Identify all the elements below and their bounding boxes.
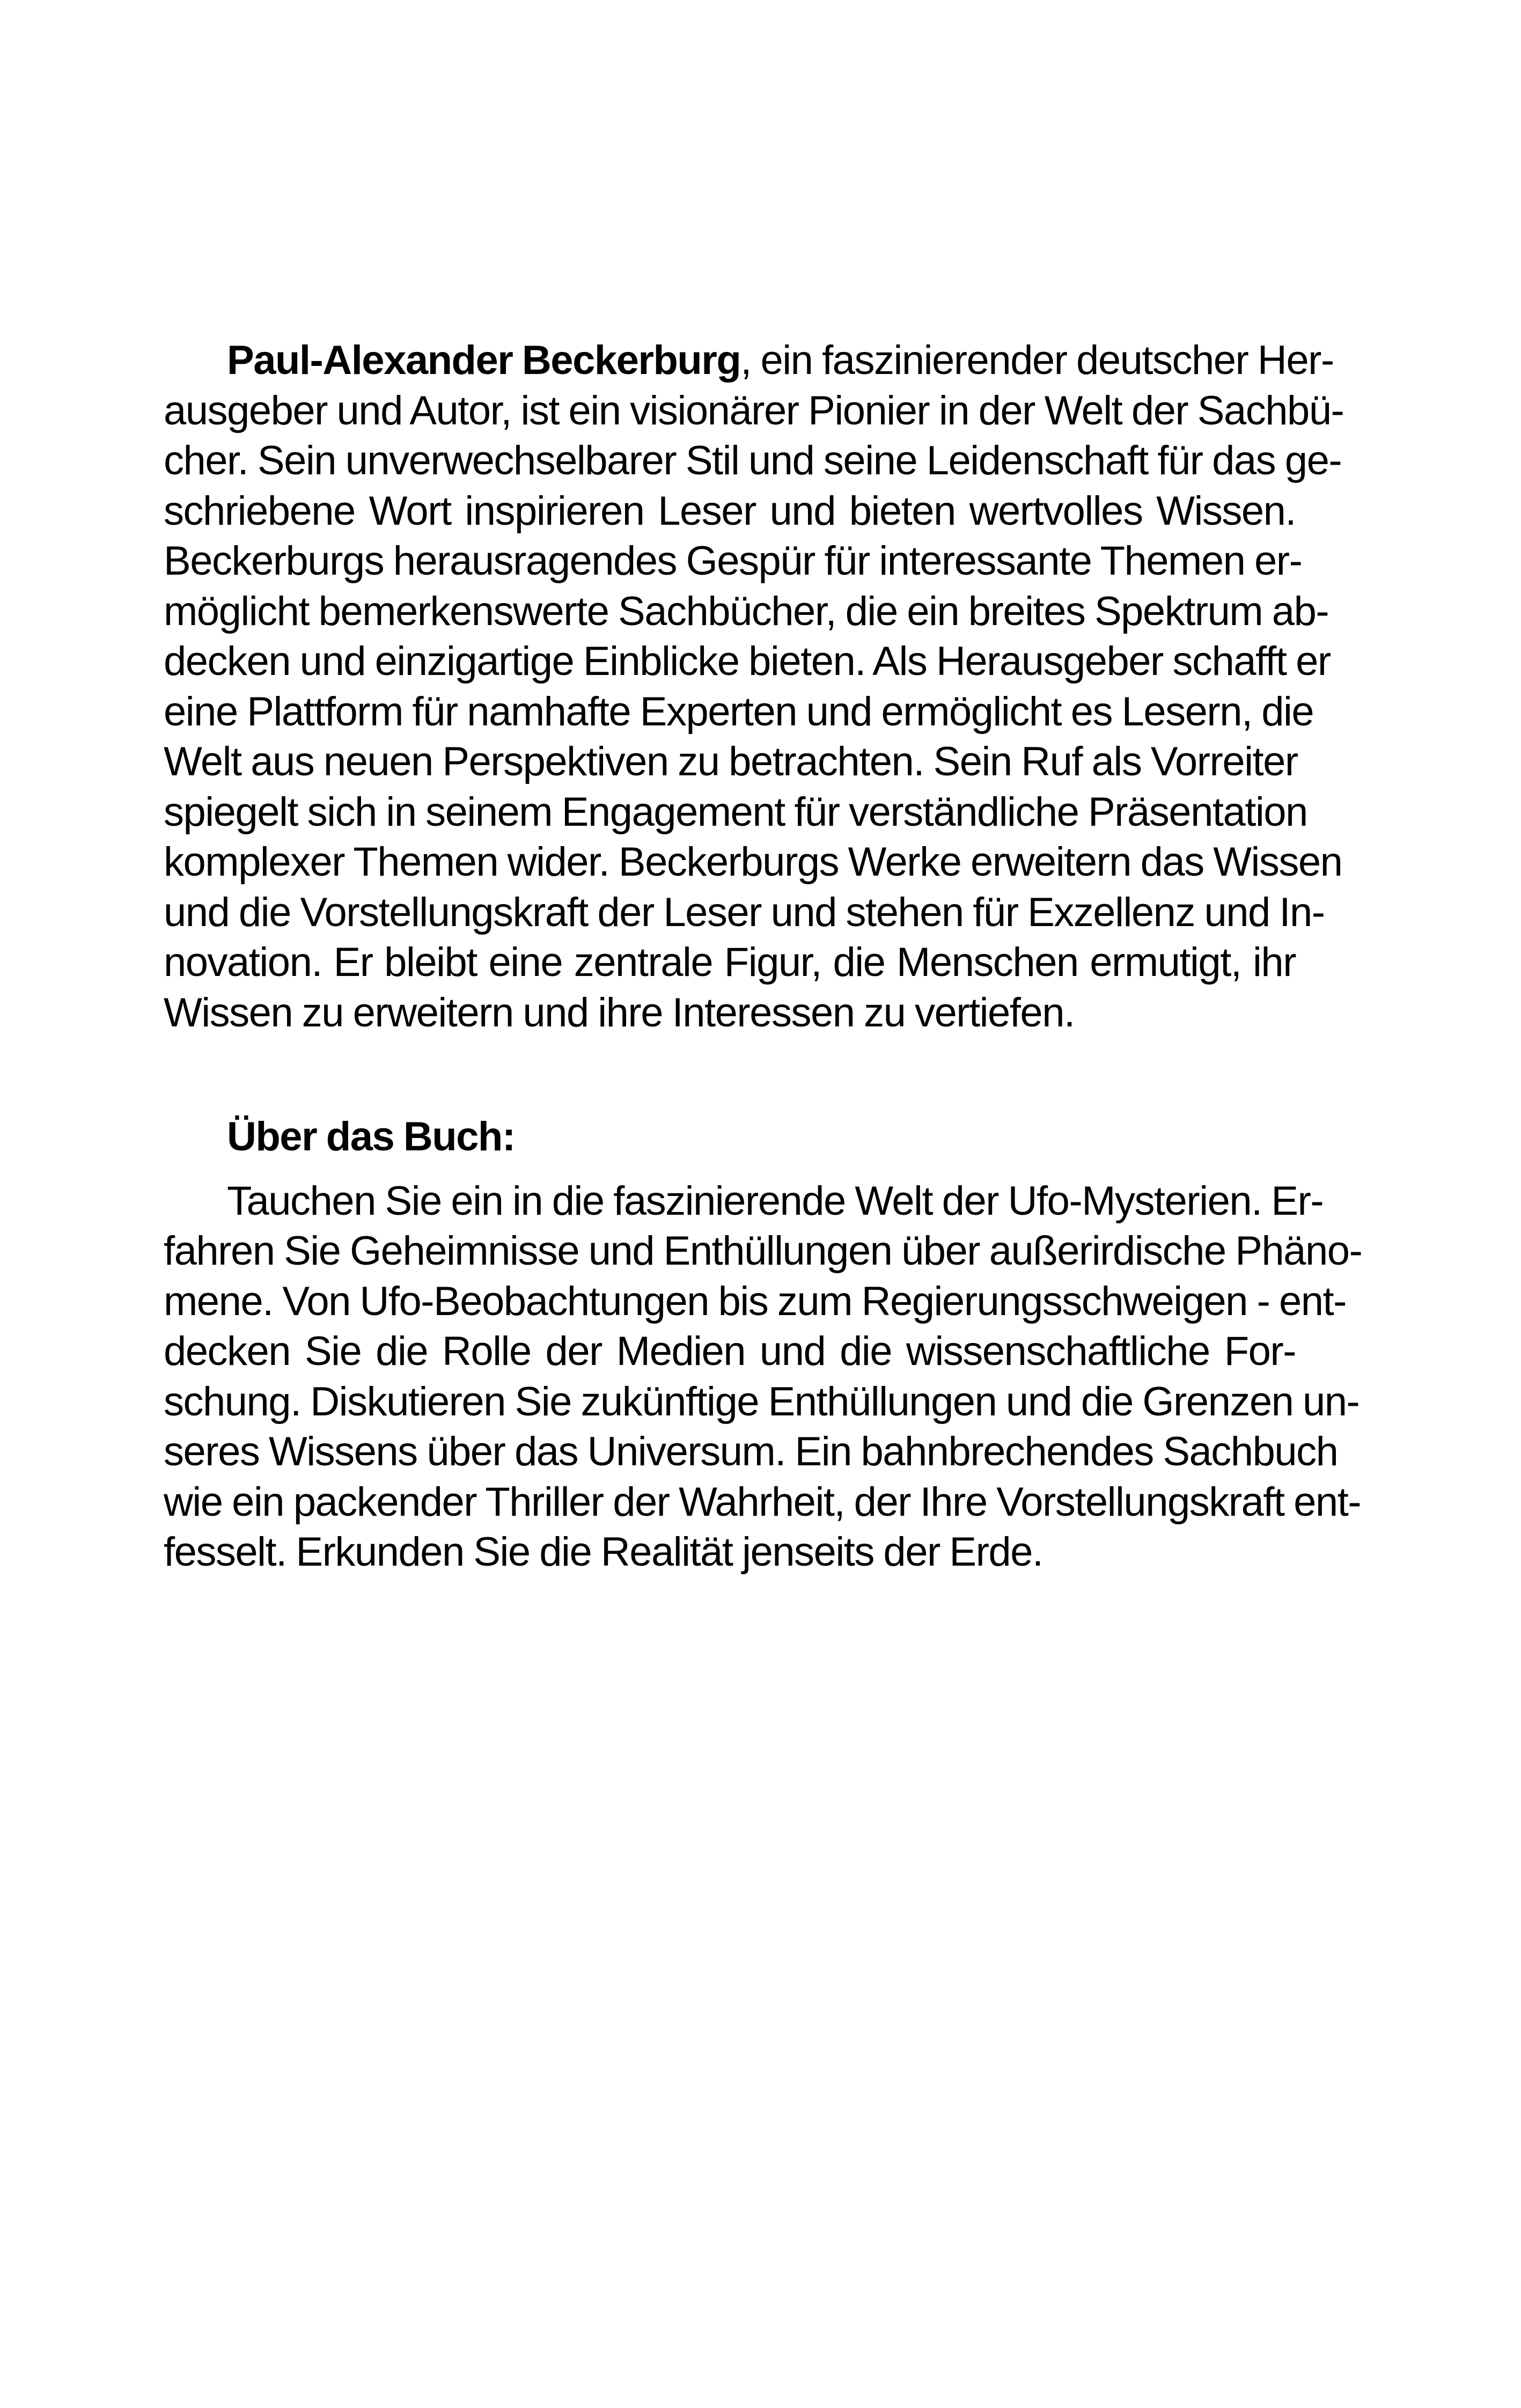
book-line: fahren Sie Geheimnisse und Enthüllungen über außerirdische Phäno- — [164, 1228, 1362, 1274]
book-line: seres Wissens über das Universum. Ein bahnbrechendes Sachbuch — [164, 1429, 1338, 1474]
about-book-heading: Über das Buch: — [227, 1114, 515, 1159]
bio-line: spiegelt sich in seinem Engagement für verständliche Präsentation — [164, 789, 1307, 835]
book-line: Tauchen Sie ein in die faszinierende Welt der Ufo-Mysterien. Er- — [227, 1178, 1324, 1224]
book-line: wie ein packender Thriller der Wahrheit, der Ihre Vorstellungskraft ent- — [164, 1479, 1361, 1525]
bio-line: und die Vorstellungskraft der Leser und stehen für Exzellenz und In- — [164, 889, 1325, 935]
about-book-section — [164, 1112, 1362, 1577]
author-biography — [164, 335, 1344, 1038]
bio-line: cher. Sein unverwechselbarer Stil und seine Leidenschaft für das ge- — [164, 438, 1342, 483]
book-line: schung. Diskutieren Sie zukünftige Enthüllungen und die Grenzen un- — [164, 1378, 1360, 1425]
book-line: mene. Von Ufo-Beobachtungen bis zum Regierungsschweigen - ent- — [164, 1278, 1346, 1324]
bio-line: komplexer Themen wider. Beckerburgs Werke erweitern das Wissen — [164, 839, 1342, 885]
bio-line: decken und einzigartige Einblicke bieten. Als Herausgeber schafft er — [164, 638, 1331, 684]
bio-line: Wissen zu erweitern und ihre Interessen zu vertiefen. — [164, 989, 1075, 1036]
bio-line: novation. Er bleibt eine zentrale Figur, die Menschen ermutigt, ihr — [164, 939, 1296, 985]
bio-line-1 — [164, 335, 1334, 386]
bio-line: eine Plattform für namhafte Experten und ermöglicht es Lesern, die — [164, 688, 1314, 735]
bio-line: möglicht bemerkenswerte Sachbücher, die ein breites Spektrum ab- — [164, 588, 1329, 634]
bio-line: Beckerburgs herausragendes Gespür für interessante Themen er- — [164, 538, 1302, 584]
book-line: decken Sie die Rolle der Medien und die wissenschaftliche For- — [164, 1328, 1296, 1374]
book-line: fesselt. Erkunden Sie die Realität jenseits der Erde. — [164, 1529, 1043, 1575]
bio-first-line-rest: , ein faszinierender deutscher Her- — [740, 337, 1334, 383]
author-name: Paul-Alexander Beckerburg — [227, 337, 741, 383]
bio-line: schriebene Wort inspirieren Leser und bieten wertvolles Wissen. — [164, 488, 1296, 534]
about-book-text — [164, 1176, 1362, 1577]
bio-line: ausgeber und Autor, ist ein visionärer Pionier in der Welt der Sachbü- — [164, 387, 1344, 434]
bio-line: Welt aus neuen Perspektiven zu betrachten. Sein Ruf als Vorreiter — [164, 739, 1298, 784]
